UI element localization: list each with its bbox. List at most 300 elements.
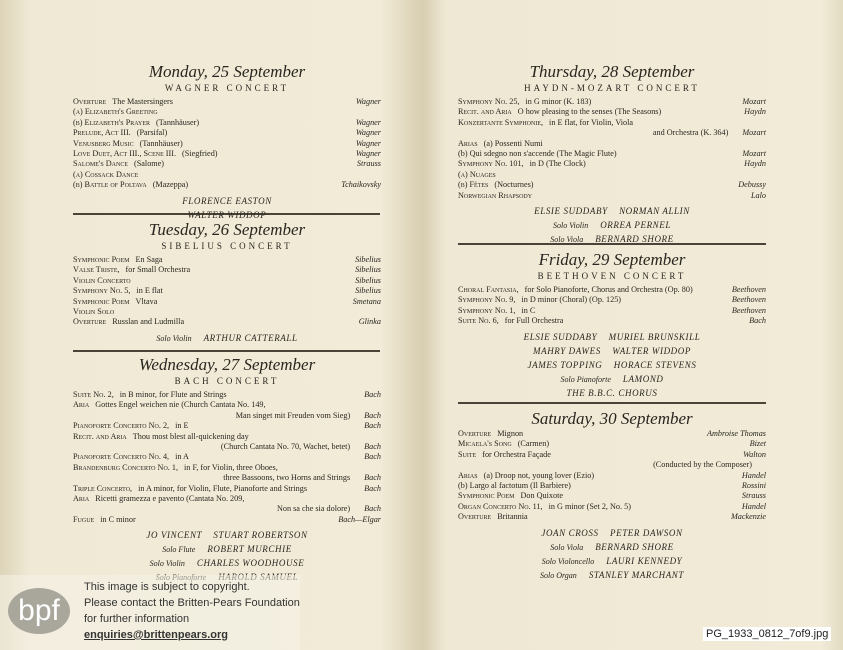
performer-role: Solo Violin — [553, 221, 589, 231]
performer-name: ORREA PERNEL — [600, 220, 671, 231]
composer: Handel — [741, 501, 766, 511]
programme-item — [458, 159, 766, 169]
divider — [73, 350, 380, 352]
work-title: in B minor, for Flute and Strings — [119, 390, 227, 399]
notice-line: Please contact the Britten-Pears Foundation — [84, 597, 300, 609]
performer-line — [458, 373, 766, 386]
work — [458, 502, 631, 512]
composer: Ambroise Thomas — [706, 429, 766, 438]
work — [73, 265, 190, 275]
composer: Beethoven — [731, 305, 766, 315]
work-form: Symphony No. 5, — [73, 286, 131, 296]
contact-email-link[interactable]: enquiries@brittenpears.org — [84, 629, 228, 641]
work-title: (Salome) — [134, 159, 165, 169]
work-title: Ricetti gramezza e pavento (Cantata No. 209, — [95, 494, 245, 504]
composer: Strauss — [741, 491, 766, 501]
work-form: Symphonic Poem — [458, 491, 515, 501]
work-title: Mignon — [497, 429, 524, 438]
composer: Sibelius — [355, 275, 381, 285]
composer: Debussy — [738, 180, 766, 190]
performer-line — [458, 555, 766, 568]
performer-line — [458, 219, 766, 232]
programme-item — [73, 107, 381, 117]
bpf-logo: bpf — [8, 588, 70, 634]
work-form: Fugue — [73, 514, 95, 524]
concert-section — [73, 355, 381, 584]
programme-item — [73, 504, 381, 514]
work-form: Konzertante Symphonie, — [458, 117, 544, 127]
work — [458, 295, 621, 305]
performer-role: Solo Viola — [550, 235, 584, 245]
composer: Bach—Elgar — [338, 514, 381, 524]
work-title: Britannia — [497, 512, 528, 522]
work-form: Overture — [73, 317, 107, 327]
performer-name: JO VINCENT STUART ROBERTSON — [146, 530, 308, 541]
work-form: Triple Concerto, — [73, 483, 133, 493]
composer: Sibelius — [355, 255, 381, 264]
programme-item — [458, 316, 766, 326]
composer: Bach — [364, 421, 381, 431]
performer-role: Solo Violin — [156, 333, 192, 343]
work-title: (Parsifal) — [136, 128, 168, 138]
work-title: and Orchestra (K. 364) — [652, 128, 729, 138]
work — [458, 491, 563, 501]
composer: Walton — [743, 449, 766, 459]
work — [73, 149, 218, 159]
programme-item — [73, 421, 381, 431]
work — [236, 411, 350, 421]
work — [73, 276, 137, 286]
work-title: in C minor — [100, 514, 136, 524]
work — [458, 107, 661, 117]
performer-role: Solo Violoncello — [541, 556, 595, 566]
work — [653, 128, 728, 138]
programme-item — [458, 460, 766, 470]
programme-item — [73, 149, 381, 159]
work — [458, 450, 551, 460]
performer-line — [73, 529, 381, 542]
work-form: Symphonic Poem — [73, 255, 130, 264]
work-form: Pianoforte Concerto No. 2, — [73, 421, 170, 431]
programme-item — [458, 170, 766, 180]
programme-item — [458, 429, 766, 439]
work-form: Valse Triste, — [73, 265, 120, 275]
work-title: (Mazeppa) — [152, 180, 189, 190]
concert-name: BEETHOVEN CONCERT — [537, 271, 687, 281]
performer-line — [458, 331, 766, 344]
work-title: in D minor (Choral) (Op. 125) — [521, 295, 622, 305]
work — [458, 139, 543, 149]
notice-line: This image is subject to copyright. — [84, 581, 250, 593]
work — [73, 390, 227, 400]
work-title: in A — [175, 452, 189, 462]
work-title: (a) Droop not, young lover (Ezio) — [483, 470, 595, 480]
work-form: Choral Fantasia, — [458, 285, 519, 294]
composer: Bach — [364, 442, 381, 452]
work-title: for Solo Pianoforte, Chorus and Orchestra (Op. 80) — [524, 285, 693, 294]
programme-item — [73, 97, 381, 107]
concert-section — [73, 62, 381, 222]
work-title: Non sa che sia dolore) — [276, 504, 351, 514]
programme-item — [458, 191, 766, 201]
composer: Mozart — [742, 97, 766, 106]
composer: Sibelius — [355, 286, 381, 296]
work-form: Overture — [73, 97, 107, 106]
composer: Haydn — [744, 159, 766, 169]
concert-section — [458, 62, 766, 246]
work — [458, 306, 535, 316]
performer-role: Solo Violin — [149, 559, 185, 569]
performer-line — [458, 359, 766, 372]
composer: Bach — [364, 410, 381, 420]
composer: Handel — [741, 470, 766, 480]
work-form: Prelude, Act III. — [73, 128, 131, 138]
programme-item — [73, 170, 381, 180]
programme-item — [73, 400, 381, 410]
composer: Bach — [364, 390, 381, 399]
performers — [458, 205, 766, 246]
work — [73, 286, 163, 296]
composer: Bizet — [749, 439, 766, 449]
performer-name: ELSIE SUDDABY NORMAN ALLIN — [534, 206, 690, 217]
work — [73, 118, 199, 128]
work-title: for Full Orchestra — [504, 316, 564, 326]
composer: Bach — [364, 504, 381, 514]
work-title: (b) Largo al factotum (Il Barbiere) — [458, 481, 571, 491]
programme-item — [458, 285, 766, 295]
work-form: Suite — [458, 449, 477, 459]
programme-item — [458, 118, 766, 128]
work-form: Aria — [73, 400, 90, 410]
work — [223, 473, 350, 483]
work-title: three Bassoons, two Horns and Strings — [223, 473, 351, 483]
work-title: Russlan and Ludmilla — [112, 317, 185, 327]
work — [458, 149, 617, 159]
work — [458, 180, 534, 190]
work-form: Aria — [73, 494, 90, 504]
concert-date: Saturday, 30 September — [531, 409, 693, 428]
work-title: En Saga — [135, 255, 163, 264]
performer-name: WALTER WIDDOP — [187, 209, 267, 220]
programme-item — [73, 286, 381, 296]
work-title: (Conducted by the Composer) — [653, 460, 752, 470]
work-title: (Siegfried) — [182, 149, 218, 159]
work — [458, 471, 594, 481]
performer-line — [73, 543, 381, 556]
composer: Bach — [364, 483, 381, 493]
work — [73, 107, 164, 117]
programme-item — [458, 512, 766, 522]
work — [73, 139, 183, 149]
work — [73, 432, 249, 442]
work-form: Salome's Dance — [73, 159, 128, 169]
work-form: Symphony No. 25, — [458, 97, 520, 106]
programme-item — [73, 463, 381, 473]
work-form: Love Duet, Act III., Scene III. — [73, 149, 177, 159]
composer: Lalo — [750, 190, 766, 200]
programme-item — [458, 107, 766, 117]
work-form: (a) Nuages — [458, 169, 496, 179]
work-form: Symphonic Poem — [73, 296, 130, 306]
programme-item — [73, 473, 381, 483]
filename-label: PG_1933_0812_7of9.jpg — [703, 627, 831, 641]
work — [458, 285, 693, 295]
work-title: for Orchestra Façade — [482, 449, 551, 459]
programme-item — [458, 139, 766, 149]
work — [458, 159, 586, 169]
programme-item — [458, 97, 766, 107]
programme-item — [73, 390, 381, 400]
composer: Bach — [364, 473, 381, 483]
performer-name: JOAN CROSS PETER DAWSON — [541, 527, 683, 538]
work-title: in E — [175, 421, 189, 431]
work — [73, 400, 266, 410]
programme-item — [458, 149, 766, 159]
work — [73, 452, 189, 462]
work-title: in D (The Clock) — [529, 159, 586, 169]
work-form: Overture — [458, 429, 492, 438]
work-title: Don Quixote — [520, 491, 564, 501]
work-title: Man singet mit Freuden vom Sieg) — [235, 410, 351, 420]
work-form: Violin Concerto — [73, 275, 131, 285]
composer: Beethoven — [731, 285, 766, 294]
divider — [458, 402, 766, 404]
work — [277, 504, 350, 514]
performer-name: JAMES TOPPING HORACE STEVENS — [527, 359, 697, 370]
performer-line — [73, 195, 381, 208]
composer: Smetana — [352, 296, 381, 306]
work — [73, 421, 189, 431]
work-title: Vltava — [135, 296, 158, 306]
programme-item — [458, 502, 766, 512]
work-form: (b) Elizabeth's Prayer — [73, 117, 151, 127]
programme-item — [73, 276, 381, 286]
composer: Haydn — [744, 107, 766, 117]
programme-item — [73, 159, 381, 169]
work — [458, 118, 633, 128]
work-title: (b) Qui sdegno non s'accende (The Magic Flute) — [458, 149, 617, 159]
performer-name: BERNARD SHORE — [595, 541, 674, 552]
programme-item — [458, 471, 766, 481]
composer: Strauss — [356, 159, 381, 169]
concert-date: Friday, 29 September — [538, 250, 686, 269]
performer-name: CHARLES WOODHOUSE — [196, 558, 305, 569]
work — [458, 429, 523, 439]
work — [458, 97, 591, 107]
work-title: (Tannhäuser) — [139, 138, 183, 148]
concert-name: HAYDN-MOZART CONCERT — [524, 83, 700, 93]
work — [458, 191, 538, 201]
work — [458, 481, 571, 491]
performer-line — [458, 233, 766, 246]
performer-line — [458, 387, 766, 400]
work-form: Overture — [458, 512, 492, 522]
work-form: (a) Cossack Dance — [73, 169, 139, 179]
work-title: in G minor (K. 183) — [525, 97, 592, 106]
work — [73, 494, 244, 504]
composer: Wagner — [355, 117, 381, 127]
programme-item — [73, 494, 381, 504]
performer-line — [458, 527, 766, 540]
work-form: (b) Fêtes — [458, 180, 489, 190]
work — [73, 307, 120, 317]
composer: Bach — [364, 452, 381, 462]
programme-item — [73, 411, 381, 421]
performer-line — [458, 541, 766, 554]
composer: Tchaikovsky — [341, 180, 381, 190]
work — [73, 180, 188, 190]
programme-item — [73, 432, 381, 442]
work-title: (Carmen) — [517, 439, 550, 449]
concert-section — [458, 409, 766, 582]
work-form: Brandenburg Concerto No. 1, — [73, 462, 179, 472]
performer-name: FLORENCE EASTON — [182, 195, 272, 206]
work-title: in G minor (Set 2, No. 5) — [548, 501, 631, 511]
performer-line — [458, 569, 766, 582]
work-title: in F, for Violin, three Oboes, — [184, 462, 278, 472]
programme-item — [73, 452, 381, 462]
composer: Wagner — [355, 128, 381, 138]
work-title: (Tannhäuser) — [156, 117, 200, 127]
work-form: Arias — [458, 470, 478, 480]
work — [73, 97, 173, 107]
work-form: Venusberg Music — [73, 138, 134, 148]
concert-date: Wednesday, 27 September — [138, 355, 316, 374]
concert-date: Tuesday, 26 September — [148, 220, 306, 239]
work-form: Violin Solo — [73, 307, 115, 317]
work — [73, 515, 136, 525]
work — [73, 170, 144, 180]
programme-item — [458, 180, 766, 190]
notice-line: for further information — [84, 613, 190, 625]
concert-name: WAGNER CONCERT — [164, 83, 290, 93]
programme-item — [73, 265, 381, 275]
programme-item — [458, 128, 766, 138]
performer-name: ELSIE SUDDABY MURIEL BRUNSKILL — [523, 331, 701, 342]
programme-item — [458, 295, 766, 305]
composer: Mozart — [742, 149, 766, 159]
programme-item — [458, 491, 766, 501]
programme-item — [73, 297, 381, 307]
work-title: in E flat, for Violin, Viola — [549, 117, 634, 127]
performer-role: Solo Pianoforte — [560, 374, 611, 384]
programme-item — [73, 515, 381, 525]
performer-name: ARTHUR CATTERALL — [203, 332, 298, 343]
performers — [73, 195, 381, 222]
work-form: Recit. and Aria — [458, 107, 512, 117]
performer-name: LAMOND — [622, 373, 664, 384]
programme-item — [73, 255, 381, 265]
performer-name: BERNARD SHORE — [595, 234, 674, 245]
work — [653, 460, 752, 470]
performer-role: Solo Viola — [550, 542, 584, 552]
work-title: Thou most blest all-quickening day — [132, 431, 249, 441]
programme-item — [458, 439, 766, 449]
performer-role: Solo Organ — [539, 570, 577, 580]
programme-item — [73, 484, 381, 494]
work-title: for Small Orchestra — [125, 265, 191, 275]
work-form: Suite No. 6, — [458, 316, 499, 326]
performer-line — [73, 557, 381, 570]
performer-line — [73, 332, 381, 345]
work-form: Pianoforte Concerto No. 4, — [73, 452, 170, 462]
performer-name: MAHRY DAWES WALTER WIDDOP — [533, 345, 691, 356]
composer: Sibelius — [355, 265, 381, 275]
concert-date: Thursday, 28 September — [529, 62, 695, 81]
performer-role: Solo Flute — [162, 545, 196, 555]
work — [458, 170, 502, 180]
composer: Wagner — [355, 138, 381, 148]
work — [73, 255, 163, 265]
work-form: Symphony No. 1, — [458, 305, 516, 315]
programme-item — [73, 118, 381, 128]
work-form: Symphony No. 101, — [458, 159, 524, 169]
programme-item — [73, 128, 381, 138]
programme-item — [458, 306, 766, 316]
concert-name: BACH CONCERT — [174, 376, 280, 386]
performer-name: LAURI KENNEDY — [606, 555, 683, 566]
concert-section — [73, 220, 381, 345]
work-form: Organ Concerto No. 11, — [458, 501, 543, 511]
work — [73, 128, 167, 138]
performer-name: ROBERT MURCHIE — [207, 544, 292, 555]
performer-name: THE B.B.C. CHORUS — [566, 387, 658, 398]
composer: Beethoven — [731, 295, 766, 305]
work-title: (Church Cantata No. 70, Wachet, betet) — [220, 442, 351, 452]
programme-item — [458, 481, 766, 491]
composer: Wagner — [355, 149, 381, 159]
programme-item — [73, 307, 381, 317]
concert-name: SIBELIUS CONCERT — [161, 241, 293, 251]
work-form: Symphony No. 9, — [458, 295, 516, 305]
programme-item — [73, 442, 381, 452]
performers — [458, 331, 766, 400]
performer-line — [458, 345, 766, 358]
work — [458, 439, 549, 449]
work — [73, 159, 164, 169]
performers — [73, 332, 381, 345]
work-form: Recit. and Aria — [73, 431, 127, 441]
work-title: in C — [521, 305, 536, 315]
composer: Rossini — [741, 481, 766, 491]
work — [73, 484, 307, 494]
work-title: in A minor, for Violin, Flute, Pianoforte and Strings — [138, 483, 308, 493]
work-title: O how pleasing to the senses (The Seasons) — [517, 107, 662, 117]
work-form: Suite No. 2, — [73, 390, 114, 399]
work-form: Micaela's Song — [458, 439, 512, 449]
work — [73, 317, 184, 327]
programme-item — [73, 180, 381, 190]
work — [458, 512, 528, 522]
work — [73, 297, 157, 307]
work — [458, 316, 563, 326]
work-title: Gottes Engel weichen nie (Church Cantata No. 149, — [95, 400, 266, 410]
work-title: The Mastersingers — [112, 97, 173, 106]
work-form: (a) Elizabeth's Greeting — [73, 107, 158, 117]
composer: Wagner — [355, 97, 381, 106]
performer-line — [458, 205, 766, 218]
performers — [458, 527, 766, 582]
work-form: (b) Battle of Poltava — [73, 180, 147, 190]
work-title: (Nocturnes) — [494, 180, 534, 190]
composer: Mozart — [742, 128, 766, 138]
programme-item — [458, 450, 766, 460]
work — [221, 442, 350, 452]
composer: Mackenzie — [730, 512, 766, 522]
work-form: Arias — [458, 138, 478, 148]
concert-section — [458, 250, 766, 400]
programme-item — [73, 139, 381, 149]
